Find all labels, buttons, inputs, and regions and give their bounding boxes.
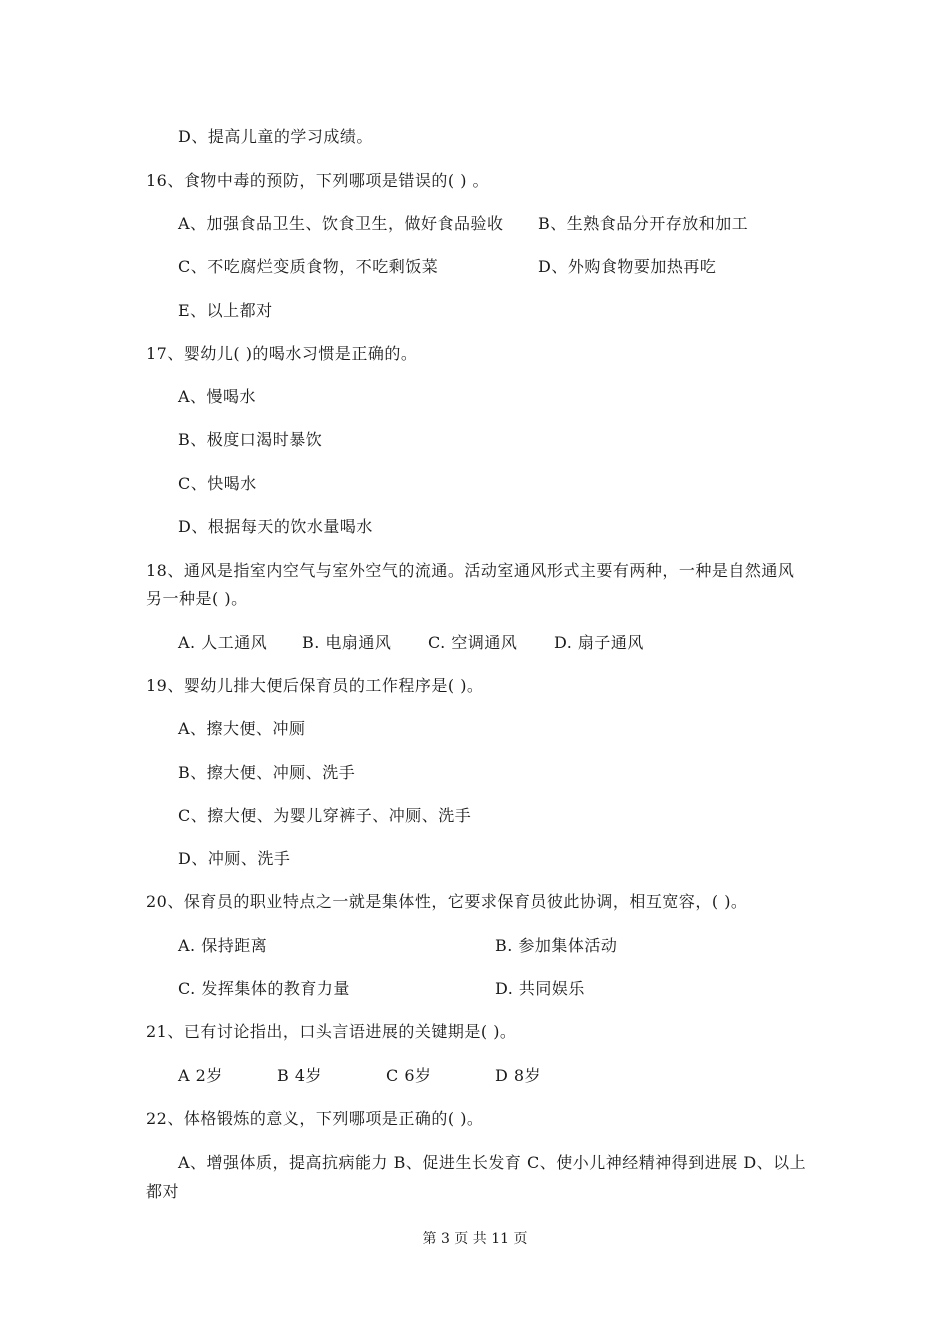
q19-option-c: C、擦大便、为婴儿穿裤子、冲厕、洗手 xyxy=(178,806,472,825)
q16-option-e: E、以上都对 xyxy=(178,301,273,320)
q22-options-line1: A、增强体质，提高抗病能力 B、促进生长发育 C、使小儿神经精神得到进展 D、以上 xyxy=(178,1153,807,1172)
q20-option-c: C. 发挥集体的教育力量 xyxy=(178,979,350,998)
q18-option-d: D. 扇子通风 xyxy=(554,633,644,652)
q18-option-b: B. 电扇通风 xyxy=(302,633,392,652)
q21-option-a: A 2岁 xyxy=(178,1066,223,1085)
q18-question-line2: 另一种是( )。 xyxy=(146,589,248,608)
q16-option-b: B、生熟食品分开存放和加工 xyxy=(538,214,749,233)
q16-option-a: A、加强食品卫生、饮食卫生，做好食品验收 xyxy=(178,214,504,233)
q21-question: 21、已有讨论指出，口头言语进展的关键期是( )。 xyxy=(146,1022,517,1041)
q20-option-b: B. 参加集体活动 xyxy=(495,936,618,955)
q17-question: 17、婴幼儿( )的喝水习惯是正确的。 xyxy=(146,344,418,363)
q20-option-a: A. 保持距离 xyxy=(178,936,268,955)
q18-option-c: C. 空调通风 xyxy=(428,633,518,652)
q19-question: 19、婴幼儿排大便后保育员的工作程序是( )。 xyxy=(146,676,484,695)
q17-option-c: C、快喝水 xyxy=(178,474,257,493)
q21-option-d: D 8岁 xyxy=(495,1066,542,1085)
page-number-footer: 第 3 页 共 11 页 xyxy=(422,1231,528,1247)
q21-option-c: C 6岁 xyxy=(386,1066,432,1085)
q17-option-a: A、慢喝水 xyxy=(178,387,257,406)
q22-question: 22、体格锻炼的意义，下列哪项是正确的( )。 xyxy=(146,1109,484,1128)
q17-option-d: D、根据每天的饮水量喝水 xyxy=(178,517,373,536)
q20-question: 20、保育员的职业特点之一就是集体性，它要求保育员彼此协调，相互宽容，( )。 xyxy=(146,892,748,911)
q19-option-a: A、擦大便、冲厕 xyxy=(178,719,306,738)
q22-options-line2: 都对 xyxy=(146,1182,180,1201)
q16-question: 16、食物中毒的预防，下列哪项是错误的( ) 。 xyxy=(146,171,490,190)
q20-option-d: D. 共同娱乐 xyxy=(495,979,585,998)
q16-option-c: C、不吃腐烂变质食物，不吃剩饭菜 xyxy=(178,257,439,276)
q18-question-line1: 18、通风是指室内空气与室外空气的流通。活动室通风形式主要有两种，一种是自然通风 xyxy=(146,561,795,580)
q19-option-d: D、冲厕、洗手 xyxy=(178,849,291,868)
q15-option-d: D、提高儿童的学习成绩。 xyxy=(178,127,373,146)
q21-option-b: B 4岁 xyxy=(277,1066,323,1085)
q16-option-d: D、外购食物要加热再吃 xyxy=(538,257,717,276)
q18-option-a: A. 人工通风 xyxy=(178,633,268,652)
q19-option-b: B、擦大便、冲厕、洗手 xyxy=(178,763,356,782)
q17-option-b: B、极度口渴时暴饮 xyxy=(178,430,323,449)
